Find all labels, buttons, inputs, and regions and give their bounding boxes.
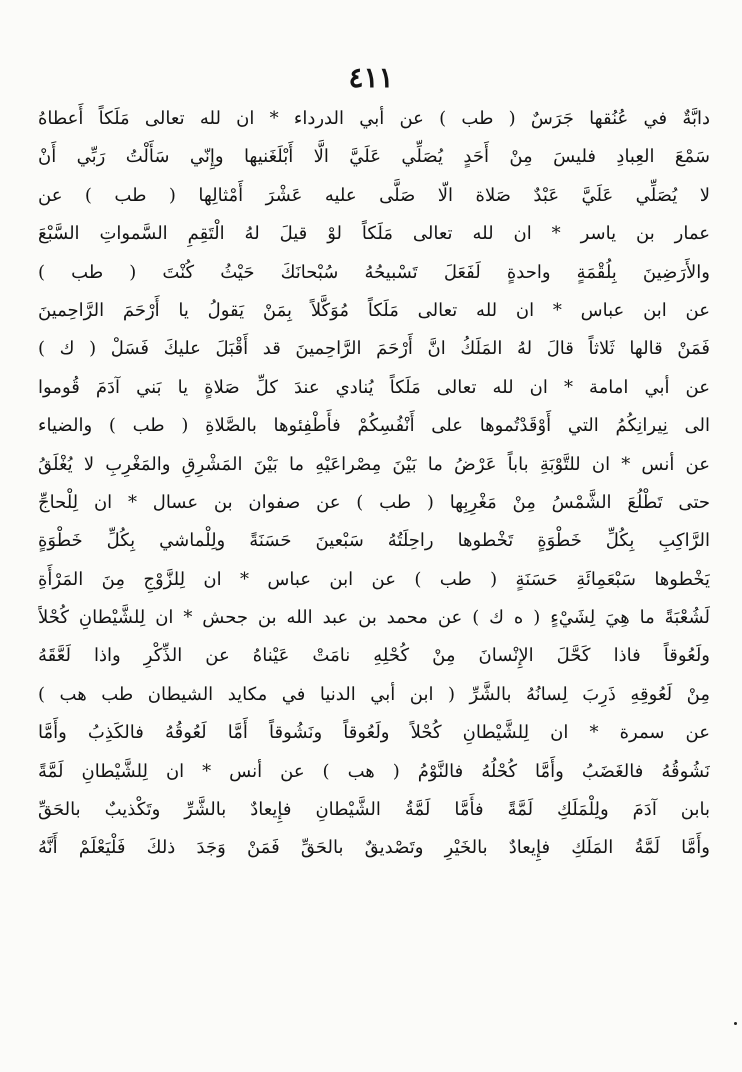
hadith-text-block <box>38 100 710 868</box>
text-line: حتى تَطْلُعَ الشَّمْسُ مِنْ مَغْرِبِها ( طب ) عن صفوان بن عسال * ان لِلْحاجِّ <box>38 491 710 513</box>
page-number: ٤١١ <box>348 61 394 94</box>
text-line: ولَعُوقاً فاذا كَحَّلَ الإِنْسانَ مِنْ كُحْلِهِ نامَتْ عَيْناهُ عن الذِّكْرِ واذا لَعَّقَهُ <box>38 645 710 667</box>
scan-speck <box>734 1022 737 1025</box>
text-line: لَشُعْبَةً ما هِيَ لِشَيْءٍ ( ه ك ) عن محمد بن عبد الله بن جحش * ان لِلشَّيْطانِ كُحْلاً <box>38 607 710 629</box>
text-line: لا يُصَلِّي عَلَيَّ عَبْدٌ صَلاة الّا صَلَّى عليه عَشْرَ أَمْثالِها ( طب ) عن <box>38 184 710 206</box>
text-line: سَمْعَ العِبادِ فليسَ مِنْ أَحَدٍ يُصَلِّي عَلَيَّ الَّا أَبْلَغَنيها وإِنّي سَأَلْتُ رَبِّي أَنْ <box>38 146 710 168</box>
text-line: وأَمَّا لَمَّةُ المَلَكِ فإِيعادٌ بالخَيْرِ وتَصْديقٌ بالحَقِّ فَمَنْ وَجَدَ ذلكَ فَلْيَعْلَمْ أَنَّهُ <box>38 837 710 859</box>
text-line: الى نِيرانِكُمُ التي أَوْقَدْتُموها على أَنْفُسِكُمْ فأَطْفِئوها بالصَّلاةِ ( طب ) والضياء <box>38 415 710 437</box>
text-line: مِنْ لَعُوقِهِ ذَرِبَ لِسانُهُ بالشَّرِّ ( ابن أبي الدنيا في مكايد الشيطان طب هب ) <box>38 683 710 705</box>
text-line: نَشُوقُهُ فالغَضَبُ وأَمَّا كُحْلُهُ فالنَّوْمُ ( هب ) عن أنس * ان لِلشَّيْطانِ لَمَّةً <box>38 760 710 782</box>
text-line: والأَرَضِينَ بِلُقْمَةٍ واحدةٍ لَفَعَلَ تَسْبيحُهُ سُبْحانَكَ حَيْثُ كُنْتَ ( طب ) <box>38 261 710 283</box>
text-line: دابَّةٌ في عُنُقها جَرَسٌ ( طب ) عن أبي الدرداء * ان لله تعالى مَلَكاً أَعطاهُ <box>38 108 710 129</box>
text-line: يَخْطوها سَبْعَمِائَةِ حَسَنَةٍ ( طب ) عن ابن عباس * ان لِلزَّوْجِ مِنَ المَرْأَةِ <box>38 568 710 590</box>
text-line: عن أنس * ان للتَّوْبَةِ باباً عَرْضُ ما بَيْنَ مِصْراعَيْهِ ما بَيْنَ المَشْرِقِ والمَغْرِبِ لا يُغْلَقُ <box>38 453 710 475</box>
text-line: بابن آدَمَ ولِلْمَلَكِ لَمَّةً فأَمَّا لَمَّةُ الشَّيْطانِ فإِيعادٌ بالشَّرِّ وتَكْذيبٌ بالحَقِّ <box>38 799 710 821</box>
text-line: عن سمرة * ان لِلشَّيْطانِ كُحْلاً ولَعُوقاً ونَشُوقاً أَمَّا لَعُوقُهُ فالكَذِبُ وأَمَّا <box>38 722 710 744</box>
text-line: فَمَنْ قالها ثَلاثاً قالَ لهُ المَلَكُ انَّ أَرْحَمَ الرَّاحِمينَ قد أَقْبَلَ عليكَ فَسَلْ ( ك ) <box>38 338 710 360</box>
text-line: عن ابن عباس * ان لله تعالى مَلَكاً مُوَكَّلاً بِمَنْ يَقولُ يا أَرْحَمَ الرَّاحِمينَ <box>38 299 710 321</box>
text-line: الرَّاكِبِ بِكُلِّ خَطْوَةٍ تَخْطوها راحِلَتُهُ سَبْعينَ حَسَنَةً ولِلْماشي بِكُلِّ خَطْوَةٍ <box>38 530 710 552</box>
text-line: عن أبي امامة * ان لله تعالى مَلَكاً يُنادي عندَ كلِّ صَلاةٍ يا بَني آدَمَ قُوموا <box>38 376 710 398</box>
text-line: عمار بن ياسر * ان لله تعالى مَلَكاً لوْ قيلَ لهُ الْتَقِمِ السَّمواتِ السَّبْعَ <box>38 223 710 245</box>
